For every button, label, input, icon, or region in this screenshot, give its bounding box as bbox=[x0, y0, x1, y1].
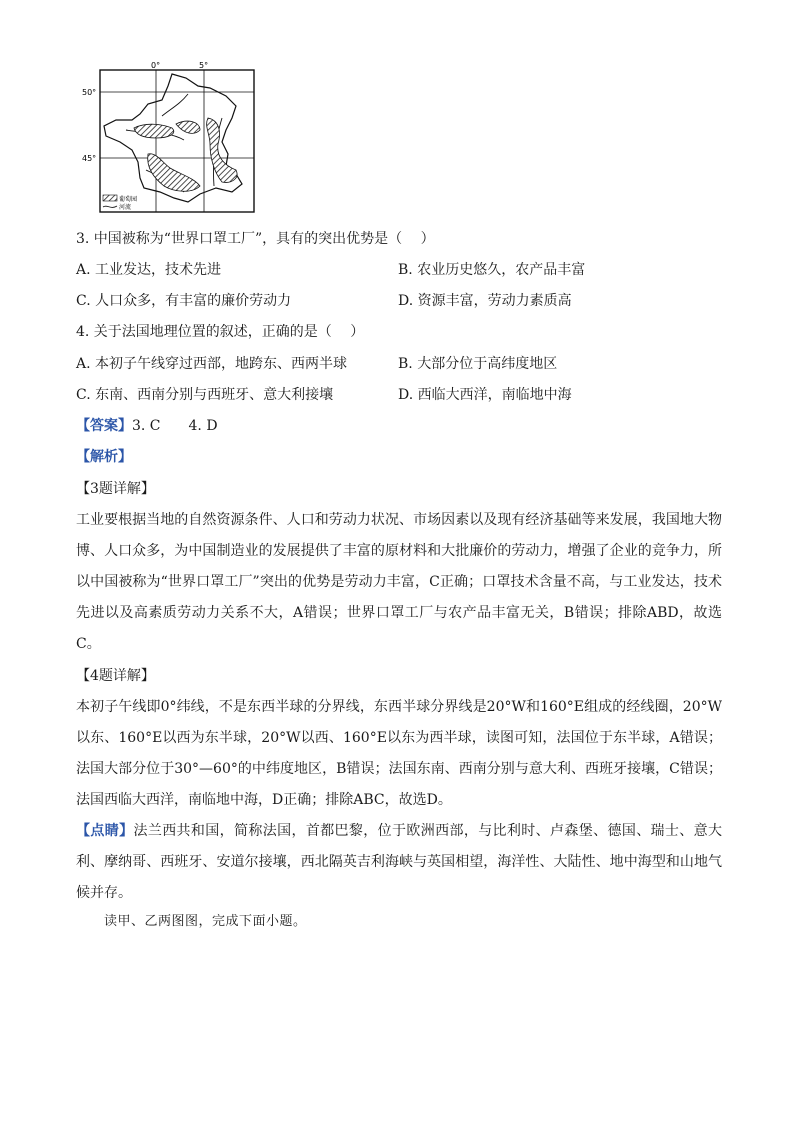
france-vineyard-map bbox=[76, 58, 260, 218]
analysis-line bbox=[76, 447, 132, 467]
detail-3-text: 工业要根据当地的自然资源条件、人口和劳动力状况、市场因素以及现有经济基础等来发展，我国地大物博、人口众多，为中国制造业的发展提供了丰富的原材料和大批廉价的劳动力，增强了企业的竞争力，所以中国被称为“世界口罩工厂”突出的优势是劳动力丰富，C正确；口罩技术含量不高，与工业发达，技术先进以及高素质劳动力关系不大，A错误；世界口罩工厂与农产品丰富无关，B错误；排除ABD，故选C。 bbox=[76, 512, 722, 652]
note-tag: 【点睛】 bbox=[76, 823, 134, 839]
lon-label: 0° bbox=[151, 61, 161, 70]
question-3-stem: 3. 中国被称为“世界口罩工厂”，具有的突出优势是（ ） bbox=[76, 231, 435, 247]
note-paragraph bbox=[76, 816, 722, 909]
legend-river-label: 河流 bbox=[119, 204, 132, 211]
q4-option-d: D. 西临大西洋，南临地中海 bbox=[398, 387, 572, 403]
answer-line bbox=[76, 416, 218, 436]
answer-text: 3. C 4. D bbox=[132, 418, 218, 434]
answer-tag: 【答案】 bbox=[76, 418, 132, 434]
q4-option-a: A. 本初子午线穿过西部，地跨东、西两半球 bbox=[76, 356, 348, 372]
lat-label: 50° bbox=[82, 88, 97, 97]
q3-option-a: A. 工业发达，技术先进 bbox=[76, 262, 222, 278]
q3-option-b: B. 农业历史悠久，农产品丰富 bbox=[398, 262, 586, 278]
q4-option-b: B. 大部分位于高纬度地区 bbox=[398, 356, 558, 372]
note-text: 法兰西共和国，简称法国，首都巴黎，位于欧洲西部，与比利时、卢森堡、德国、瑞士、意大利、摩纳哥、西班牙、安道尔接壤，西北隔英吉利海峡与英国相望，海洋性、大陆性、地中海型和山地气候并存。 bbox=[76, 823, 723, 901]
detail-4-heading: 【4题详解】 bbox=[76, 668, 155, 684]
lat-label: 45° bbox=[82, 154, 97, 163]
q3-option-c: C. 人口众多，有丰富的廉价劳动力 bbox=[76, 293, 292, 309]
legend-vineyard-swatch bbox=[103, 195, 117, 201]
analysis-tag: 【解析】 bbox=[76, 449, 132, 465]
detail-4-text: 本初子午线即0°纬线，不是东西半球的分界线，东西半球分界线是20°W和160°E组成的经线圈，20°W以东、160°E以西为东半球，20°W以西、160°E以东为西半球，读图可知，法国位于东半球，A错误；法国大部分位于30°—60°的中纬度地区，B错误；法国东南、西南分别与意大利、西班牙接壤，C错误；法国西临大西洋，南临地中海，D正确；排除ABC，故选D。 bbox=[76, 699, 722, 808]
q4-option-c: C. 东南、西南分别与西班牙、意大利接壤 bbox=[76, 387, 334, 403]
lon-label: 5° bbox=[199, 61, 209, 70]
question-4-stem: 4. 关于法国地理位置的叙述，正确的是（ ） bbox=[76, 324, 365, 340]
detail-3-heading: 【3题详解】 bbox=[76, 481, 155, 497]
q3-option-d: D. 资源丰富，劳动力素质高 bbox=[398, 293, 572, 309]
next-section-instruction: 读甲、乙两图图，完成下面小题。 bbox=[104, 914, 307, 929]
legend-vineyard-label: 葡萄园 bbox=[119, 196, 138, 203]
